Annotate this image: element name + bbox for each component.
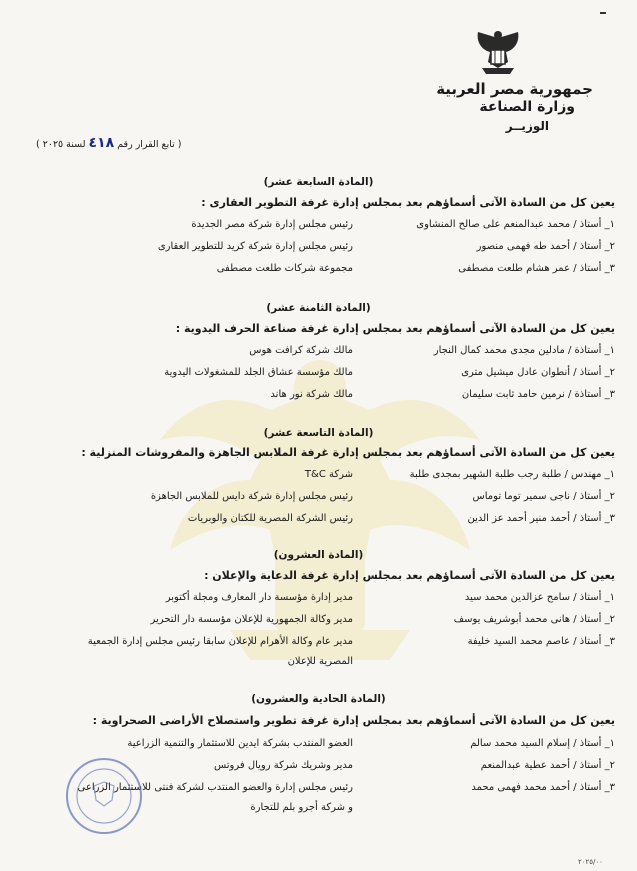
member-row <box>14 738 615 754</box>
member-role-continuation: المصرية للإعلان <box>287 656 353 667</box>
member-role: العضو المنتدب بشركة ايدين للاستثمار والتنمية الزراعية <box>127 738 353 749</box>
member-role: مدير وكالة الجمهورية للإعلان مؤسسة دار التحرير <box>150 614 353 625</box>
member-name: ١_ أستاذة / مادلين مجدى محمد كمال النجار <box>433 345 615 356</box>
egypt-eagle-emblem-icon <box>474 28 522 78</box>
member-name: ٣_ أستاذ / عاصم محمد السيد خليفة <box>467 636 615 647</box>
member-role: رئيس مجلس إدارة والعضو المنتدب لشركة فنتى للاستثمار الزراعى <box>77 782 353 793</box>
member-name: ١_ مهندس / طلبة رجب طلبة الشهير بمجدى طلبة <box>409 469 615 480</box>
member-role: مالك مؤسسة عشاق الجلد للمشغولات اليدوية <box>164 367 353 378</box>
member-name: ٣_ أستاذ / أحمد محمد فهمى محمد <box>471 782 615 793</box>
decision-number: ٤١٨ <box>88 135 115 151</box>
decision-reference <box>36 135 216 151</box>
article-title: (المادة السابعة عشر) <box>263 176 374 188</box>
member-role: رئيس الشركة المصرية للكتان والوبريات <box>187 513 353 524</box>
member-name: ٣_ أستاذ / عمر هشام طلعت مصطفى <box>458 263 615 274</box>
member-role: رئيس مجلس إدارة شركة كريد للتطوير العقارى <box>157 241 353 252</box>
article-intro: يعين كل من السادة الآتى أسماؤهم بعد بمجلس إدارة غرفة التطوير العقارى : <box>201 196 615 209</box>
member-name: ٣_ أستاذ / أحمد منير أحمد عز الدين <box>467 513 615 524</box>
member-row <box>14 389 615 405</box>
member-name: ١_ أستاذ / إسلام السيد محمد سالم <box>470 738 615 749</box>
footer-mark: ٢٠٢٥/٠٠ <box>578 858 603 866</box>
member-name: ١_ أستاذ / سامح عزالدين محمد سيد <box>464 592 615 603</box>
member-name: ٢_ أستاذ / أحمد عطية عبدالمنعم <box>480 760 615 771</box>
member-row <box>14 513 615 529</box>
header-ministry: وزارة الصناعة <box>479 99 575 115</box>
member-role: مالك شركة نور هاند <box>270 389 353 400</box>
page-mark <box>600 12 606 14</box>
member-role: رئيس مجلس إدارة شركة مصر الجديدة <box>191 219 353 230</box>
member-role: مجموعة شركات طلعت مصطفى <box>216 263 353 274</box>
article-title: (المادة الحادية والعشرون) <box>251 693 386 705</box>
article-title: (المادة العشرون) <box>273 549 364 561</box>
member-name: ١_ أستاذ / محمد عبدالمنعم على صالح المنشاوى <box>416 219 615 230</box>
article-intro: يعين كل من السادة الآتى أسماؤهم بعد بمجلس إدارة غرفة الملابس الجاهزة والمفروشات المنزلية : <box>81 446 615 459</box>
header-country: جمهورية مصر العربية <box>436 80 593 98</box>
member-role: رئيس مجلس إدارة شركة دايس للملابس الجاهزة <box>150 491 353 502</box>
member-name: ٢_ أستاذ / ناجى سمير توما توماس <box>472 491 615 502</box>
header-office: الوزيــر <box>505 119 549 133</box>
member-role-continuation: و شركة أجرو بلم للتجارة <box>250 802 353 813</box>
member-role: مدير عام وكالة الأهرام للإعلان سابقا رئيس مجلس إدارة الجمعية <box>87 636 353 647</box>
member-role: مدير وشريك شركة رويال فروتس <box>214 760 353 771</box>
member-row <box>14 491 615 507</box>
member-row <box>14 263 615 279</box>
member-role: شركة T&C <box>304 469 353 480</box>
article-title: (المادة الثامنة عشر) <box>266 302 371 314</box>
article-intro: يعين كل من السادة الآتى أسماؤهم بعد بمجلس إدارة غرفة الدعاية والإعلان : <box>204 569 615 582</box>
decision-suffix: لسنة ٢٠٢٥ ) <box>36 139 86 150</box>
article-intro: يعين كل من السادة الآتى أسماؤهم بعد بمجلس إدارة غرفة تطوير واستصلاح الأراضى الصحراوية : <box>92 714 615 727</box>
article-intro: يعين كل من السادة الآتى أسماؤهم بعد بمجلس إدارة غرفة صناعة الحرف اليدوية : <box>175 322 615 335</box>
member-role: مالك شركة كرافت هوس <box>249 345 353 356</box>
member-name: ٣_ أستاذة / نرمين حامد ثابت سليمان <box>461 389 615 400</box>
member-row <box>14 367 615 383</box>
member-name: ٢_ أستاذ / أنطوان عادل ميشيل مترى <box>461 367 615 378</box>
member-row <box>14 592 615 608</box>
member-row <box>14 241 615 257</box>
member-name: ٢_ أستاذ / أحمد طه فهمى منصور <box>476 241 615 252</box>
member-row <box>14 636 615 652</box>
member-row <box>14 614 615 630</box>
member-role: مدير إدارة مؤسسة دار المعارف ومجلة أكتوبر <box>165 592 353 603</box>
member-name: ٢_ أستاذ / هانى محمد أبوشريف يوسف <box>453 614 615 625</box>
member-row <box>14 469 615 485</box>
member-row <box>14 345 615 361</box>
decision-prefix: ( تابع القرار رقم <box>117 139 182 150</box>
ministry-stamp-icon <box>64 756 144 836</box>
article-title: (المادة التاسعة عشر) <box>263 427 374 439</box>
member-row <box>14 219 615 235</box>
